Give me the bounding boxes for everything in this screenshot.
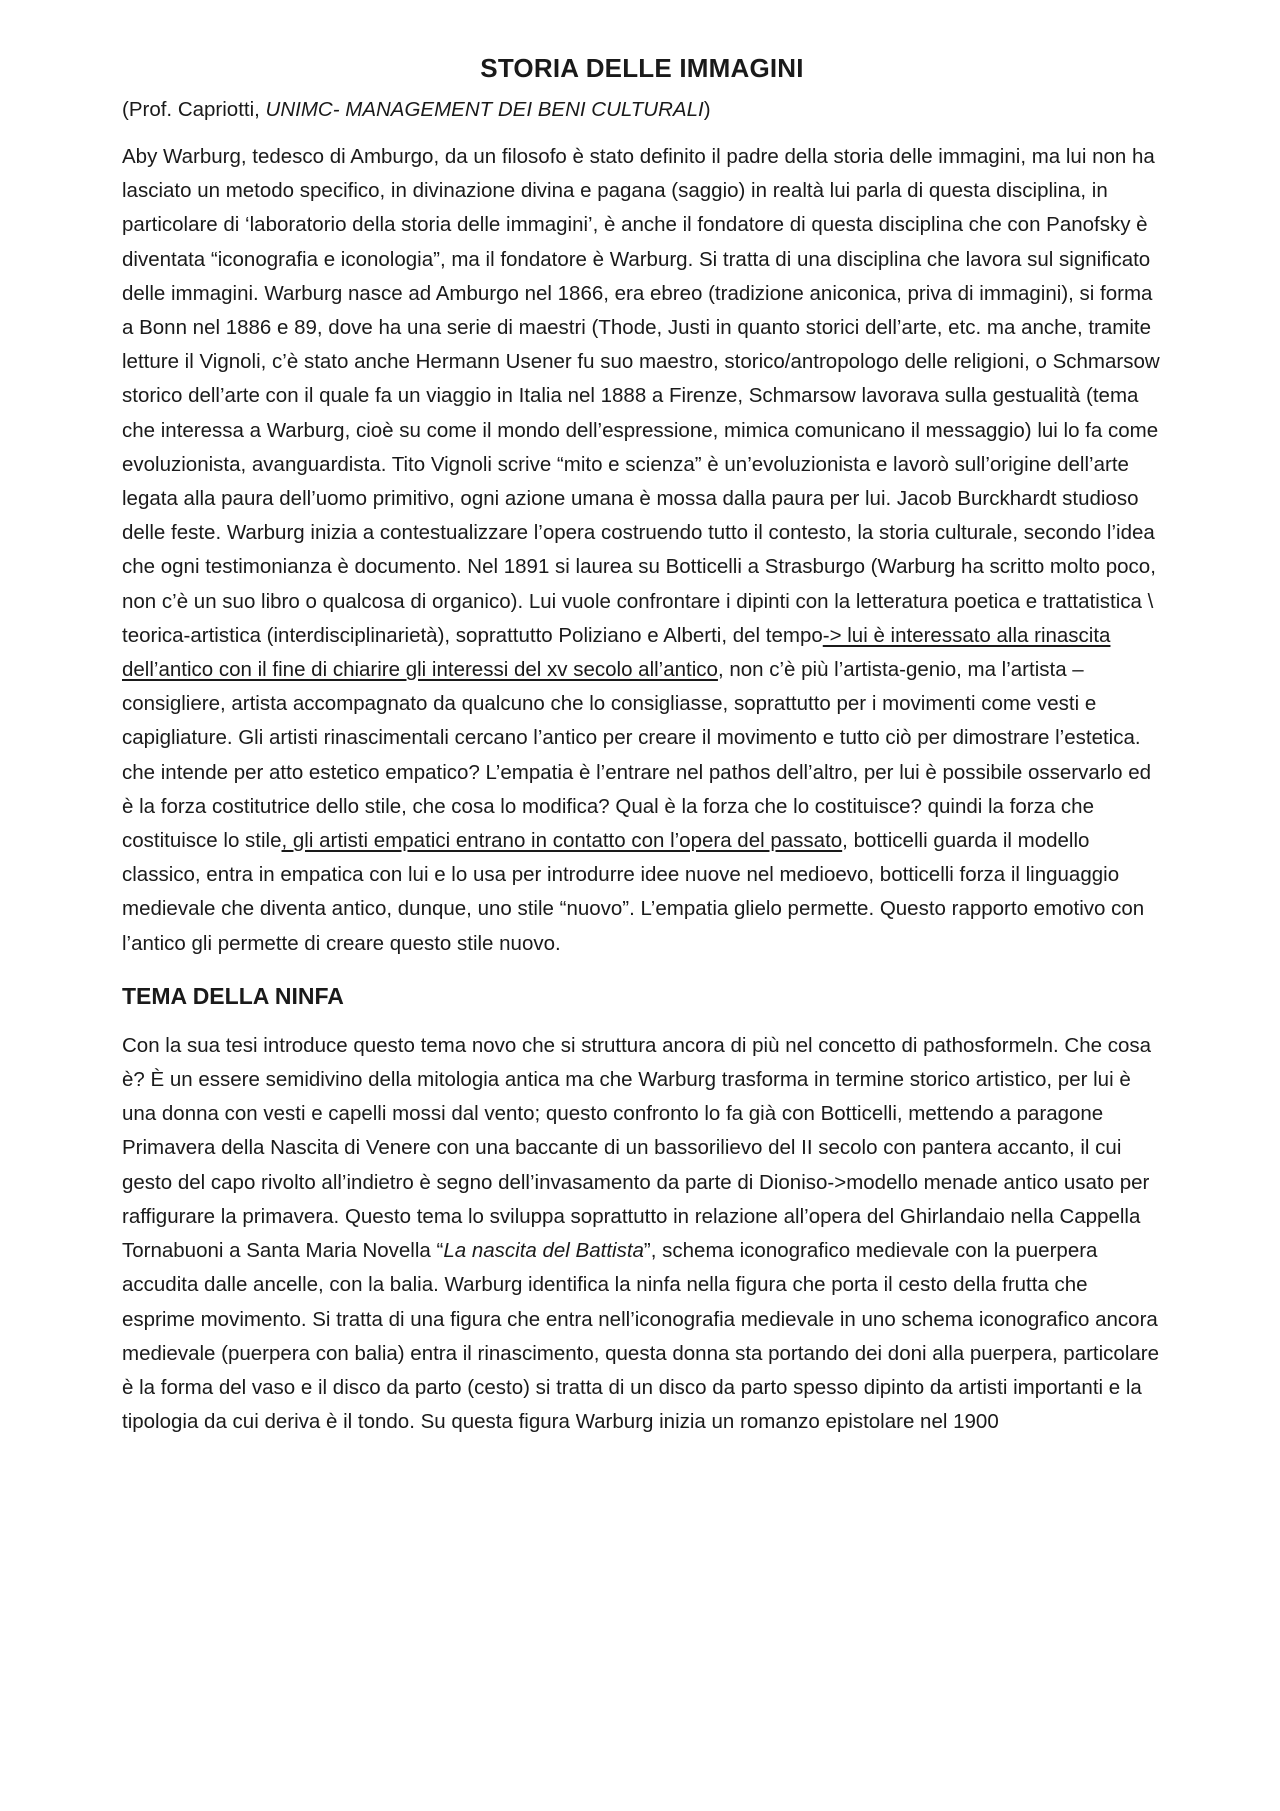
underlined-text: -> lui è interessato alla rinascita dell’antico con il fine di chiarire gli interessi del xv secolo all’antico (122, 623, 1111, 682)
document-subtitle (122, 96, 1162, 124)
paragraph-text: , botticelli guarda il modello classico, entra in empatica con lui e lo usa per introdurre idee nuove nel medioevo, botticelli forza il linguaggio medievale che diventa antico, dunque, uno stile “nuovo”. L’empatia glielo permette. Questo rapporto emotivo con l’antico gli permette di creare questo stile nuovo. (122, 829, 1145, 955)
paragraph-text: Con la sua tesi introduce questo tema novo che si struttura ancora di più nel concetto di pathosformeln. Che cosa è? È un essere semidivino della mitologia antica ma che Warburg trasforma in termine storico artistico, per lui è una donna con vesti e capelli mossi dal vento; questo confronto lo fa già con Botticelli, mettendo a paragone Primavera della Nascita di Venere con una baccante di un bassorilievo del II secolo con pantera accanto, il cui gesto del capo rivolto all’indietro è segno dell’invasamento da parte di Dioniso->modello menade antico usato per raffigurare la primavera. Questo tema lo sviluppa soprattutto in relazione all’opera del Ghirlandaio nella Cappella Tornabuoni a Santa Maria Novella “ (122, 1033, 1152, 1263)
subtitle-italic: UNIMC- MANAGEMENT DEI BENI CULTURALI (265, 98, 704, 121)
paragraph-ninfa (122, 1029, 1162, 1439)
paragraph-warburg-intro (122, 140, 1162, 961)
paragraph-text: , non c’è più l’artista-genio, ma l’artista – consigliere, artista accompagnato da qualcuno che lo consigliasse, soprattutto per i movimenti come vesti e capigliature. Gli artisti rinascimentali cercano l’antico per creare il movimento e tutto ciò per dimostrare l’estetica. che intende per atto estetico empatico? L’empatia è l’entrare nel pathos dell’altro, per lui è possibile osservarlo ed è la forza costitutrice dello stile, che cosa lo modifica? Qual è la forza che lo costituisce? quindi la forza che costituisce lo stile (122, 658, 1152, 853)
document-title: STORIA DELLE IMMAGINI (480, 53, 804, 83)
paragraph-text: ”, schema iconografico medievale con la puerpera accudita dalle ancelle, con la balia. Warburg identifica la ninfa nella figura che porta il cesto della frutta che esprime movimento. Si tratta di una figura che entra nell’iconografia medievale in uno schema iconografico ancora medievale (puerpera con balia) entra il rinascimento, questa donna sta portando dei doni alla puerpera, particolare è la forma del vaso e il disco da parto (cesto) si tratta di un disco da parto spesso dipinto da artisti importanti e la tipologia da cui deriva è il tondo. Su questa figura Warburg inizia un romanzo epistolare nel 1900 (122, 1239, 1160, 1434)
paragraph-text: Aby Warburg, tedesco di Amburgo, da un filosofo è stato definito il padre della storia delle immagini, ma lui non ha lasciato un metodo specifico, in divinazione divina e pagana (saggio) in realtà lui parla di questa disciplina, in particolare di ‘laboratorio della storia delle immagini’, è anche il fondatore di questa disciplina che con Panofsky è diventata “iconografia e iconologia”, ma il fondatore è Warburg. Si tratta di una disciplina che lavora sul significato delle immagini. Warburg nasce ad Amburgo nel 1866, era ebreo (tradizione aniconica, priva di immagini), si forma a Bonn nel 1886 e 89, dove ha una serie di maestri (Thode, Justi in quanto storici dell’arte, etc. ma anche, tramite letture il Vignoli, c’è stato anche Hermann Usener fu suo maestro, storico/antropologo delle religioni, o Schmarsow storico dell’arte con il quale fa un viaggio in Italia nel 1888 a Firenze, Schmarsow lavorava sulla gestualità (tema che interessa a Warburg, cioè su come il mondo dell’espressione, mimica comunicano il messaggio) lui lo fa come evoluzionista, avanguardista. Tito Vignoli scrive “mito e scienza” è un’evoluzionista e lavorò sull’origine dell’arte legata alla paura dell’uomo primitivo, ogni azione umana è mossa dalla paura per lui. Jacob Burckhardt studioso delle feste. Warburg inizia a contestualizzare l’opera costruendo tutto il contesto, la storia culturale, secondo l’idea che ogni testimonianza è documento. Nel 1891 si laurea su Botticelli a Strasburgo (Warburg ha scritto molto poco, non c’è un suo libro o qualcosa di organico). Lui vuole confrontare i dipinti con la letteratura poetica e trattatistica \ teorica-artistica (interdisciplinarietà), soprattutto Poliziano e Alberti, del tempo (122, 145, 1160, 647)
underlined-text: , gli artisti empatici entrano in contatto con l’opera del passato (281, 829, 843, 853)
document-page (122, 52, 1162, 1439)
subtitle-prefix: (Prof. Capriotti, (122, 98, 266, 121)
subtitle-suffix: ) (703, 98, 711, 121)
section-heading: TEMA DELLA NINFA (122, 982, 344, 1009)
italic-title: La nascita del Battista (443, 1239, 644, 1263)
